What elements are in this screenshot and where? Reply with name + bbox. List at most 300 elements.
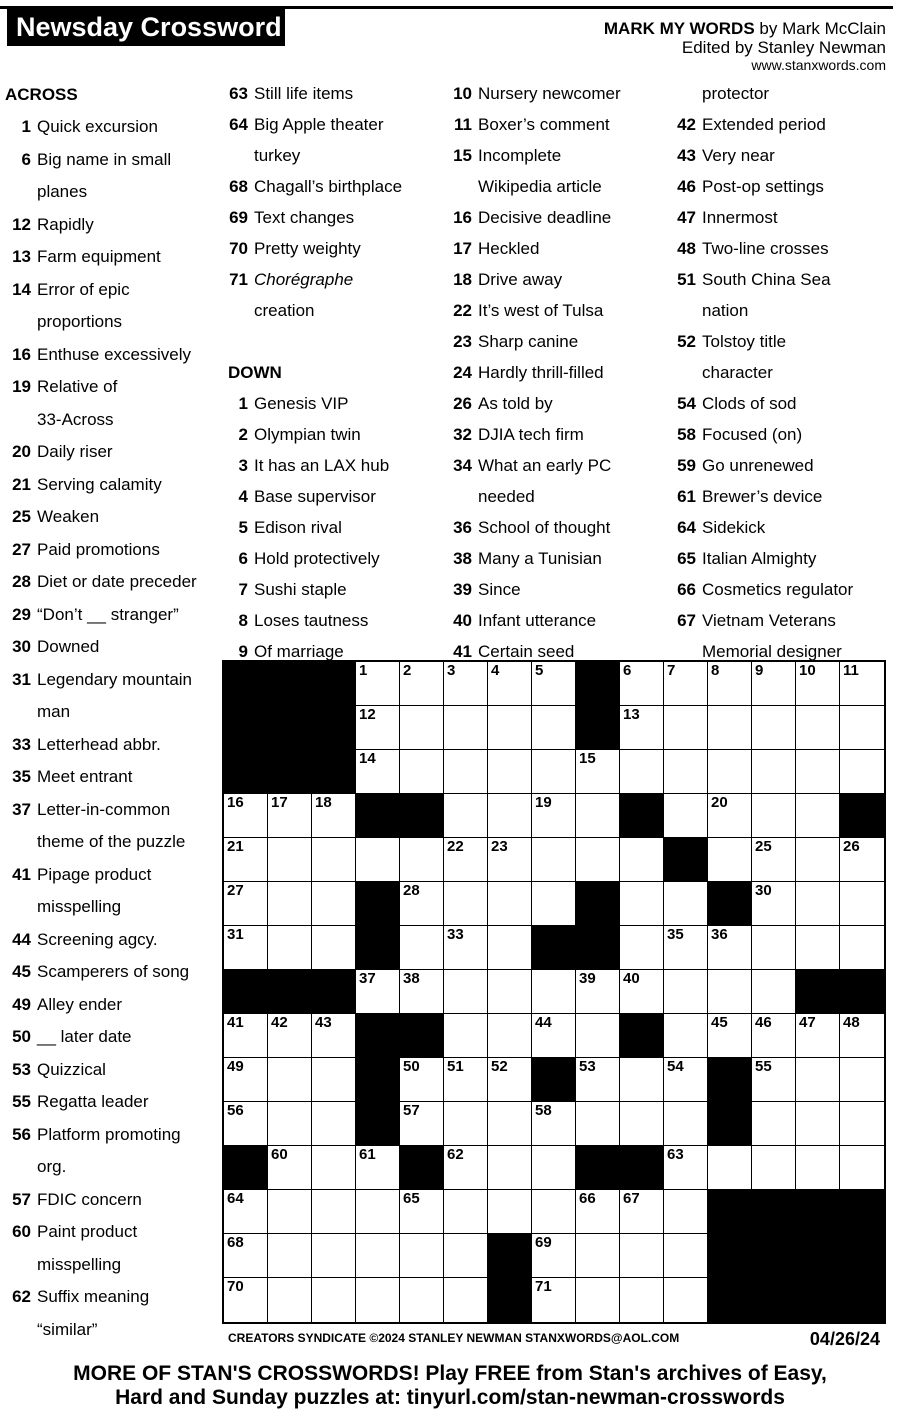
block-cell — [224, 1146, 268, 1190]
grid-cell[interactable] — [796, 1058, 840, 1102]
grid-cell[interactable] — [400, 662, 444, 706]
grid-cell[interactable] — [224, 1014, 268, 1058]
clue-text: Edison rival — [254, 518, 342, 537]
clue-text: “Don’t __ stranger” — [37, 604, 179, 624]
grid-cell[interactable] — [268, 1014, 312, 1058]
grid-cell[interactable] — [488, 882, 532, 926]
grid-cell[interactable] — [312, 838, 356, 882]
cell-number: 45 — [711, 1014, 728, 1031]
clue-item — [676, 481, 891, 512]
cell-number: 19 — [535, 794, 552, 811]
block-cell — [312, 970, 356, 1014]
grid-cell[interactable] — [532, 1014, 576, 1058]
grid-cell[interactable] — [840, 882, 884, 926]
grid-cell[interactable] — [752, 706, 796, 750]
grid-cell[interactable] — [312, 1146, 356, 1190]
grid-cell[interactable] — [576, 794, 620, 838]
grid-cell[interactable] — [444, 882, 488, 926]
block-cell — [224, 706, 268, 750]
clue-column-1 — [5, 78, 220, 1346]
grid-cell[interactable] — [796, 794, 840, 838]
grid-cell[interactable] — [400, 1234, 444, 1278]
clue-item — [228, 450, 443, 481]
clue-text: What an early PC — [478, 456, 612, 475]
clue-text: Nursery newcomer — [478, 84, 621, 103]
grid-cell[interactable] — [752, 1146, 796, 1190]
clue-number: 26 — [453, 394, 472, 413]
clue-text: Sharp canine — [478, 332, 579, 351]
grid-cell[interactable] — [532, 1146, 576, 1190]
crossword-grid[interactable] — [222, 660, 886, 1324]
grid-cell[interactable] — [708, 970, 752, 1014]
grid-cell[interactable] — [752, 970, 796, 1014]
clue-number: 44 — [12, 929, 31, 949]
grid-cell[interactable] — [576, 1278, 620, 1322]
grid-cell[interactable] — [752, 838, 796, 882]
grid-cell[interactable] — [620, 926, 664, 970]
grid-cell[interactable] — [796, 1014, 840, 1058]
grid-cell[interactable] — [356, 750, 400, 794]
grid-cell[interactable] — [400, 706, 444, 750]
grid-cell[interactable] — [224, 1190, 268, 1234]
grid-cell[interactable] — [488, 926, 532, 970]
grid-cell[interactable] — [664, 662, 708, 706]
clue-number: 13 — [12, 247, 31, 266]
clue-number: 62 — [12, 1287, 31, 1306]
grid-cell[interactable] — [312, 1278, 356, 1322]
clue-text: Decisive deadline — [478, 208, 612, 227]
grid-cell[interactable] — [576, 1014, 620, 1058]
clue-item — [5, 1281, 220, 1314]
grid-cell[interactable] — [488, 1102, 532, 1146]
grid-cell[interactable] — [664, 1014, 708, 1058]
grid-cell[interactable] — [268, 1102, 312, 1146]
grid-cell[interactable] — [312, 1014, 356, 1058]
block-cell — [796, 1190, 840, 1234]
grid-cell[interactable] — [488, 838, 532, 882]
cell-number: 33 — [447, 926, 464, 943]
clue-text: Quick excursion — [37, 117, 158, 136]
clue-number: 4 — [238, 487, 248, 506]
clue-item — [228, 388, 443, 419]
promo-line-1: MORE OF STAN'S CROSSWORDS! Play FREE from Stan's archives of Easy, — [73, 1362, 827, 1385]
grid-cell[interactable] — [620, 1234, 664, 1278]
block-cell — [840, 1190, 884, 1234]
grid-cell[interactable] — [796, 1102, 840, 1146]
grid-cell[interactable] — [400, 1058, 444, 1102]
grid-cell[interactable] — [840, 1058, 884, 1102]
cell-number: 35 — [667, 926, 684, 943]
clue-item — [5, 956, 220, 989]
clue-item — [5, 1249, 220, 1282]
clue-number: 21 — [12, 474, 31, 494]
block-cell — [400, 1146, 444, 1190]
block-cell — [796, 1234, 840, 1278]
grid-cell[interactable] — [664, 1146, 708, 1190]
clue-number: 31 — [12, 669, 31, 689]
grid-cell[interactable] — [356, 662, 400, 706]
grid-cell[interactable] — [840, 926, 884, 970]
clue-text: planes — [37, 182, 88, 201]
block-cell — [576, 926, 620, 970]
grid-cell[interactable] — [268, 838, 312, 882]
cell-number: 18 — [315, 794, 332, 811]
clue-number: 16 — [453, 208, 472, 227]
grid-cell[interactable] — [312, 794, 356, 838]
grid-cell[interactable] — [312, 1102, 356, 1146]
grid-cell[interactable] — [488, 794, 532, 838]
grid-cell[interactable] — [444, 1146, 488, 1190]
grid-cell[interactable] — [312, 1234, 356, 1278]
grid-cell[interactable] — [532, 706, 576, 750]
grid-cell[interactable] — [796, 662, 840, 706]
grid-cell[interactable] — [620, 838, 664, 882]
clue-item — [452, 450, 667, 481]
clue-text: Downed — [37, 637, 100, 656]
grid-cell[interactable] — [532, 750, 576, 794]
grid-cell[interactable] — [620, 1278, 664, 1322]
grid-cell[interactable] — [356, 1190, 400, 1234]
grid-cell[interactable] — [224, 838, 268, 882]
grid-cell[interactable] — [796, 750, 840, 794]
grid-cell[interactable] — [356, 970, 400, 1014]
block-cell — [840, 1278, 884, 1322]
grid-cell[interactable] — [620, 1058, 664, 1102]
grid-cell[interactable] — [576, 838, 620, 882]
grid-cell[interactable] — [576, 1234, 620, 1278]
clue-number: 24 — [453, 363, 472, 382]
grid-cell[interactable] — [708, 1014, 752, 1058]
grid-cell[interactable] — [796, 838, 840, 882]
grid-cell[interactable] — [312, 882, 356, 926]
clue-text: nation — [702, 301, 749, 320]
grid-cell[interactable] — [224, 882, 268, 926]
clue-text: Weaken — [37, 507, 100, 526]
grid-cell[interactable] — [488, 970, 532, 1014]
grid-cell[interactable] — [532, 882, 576, 926]
clue-text: Text changes — [254, 208, 355, 227]
grid-cell[interactable] — [312, 926, 356, 970]
grid-cell[interactable] — [400, 1102, 444, 1146]
grid-cell[interactable] — [620, 1102, 664, 1146]
block-cell — [752, 1278, 796, 1322]
grid-cell[interactable] — [708, 706, 752, 750]
cell-number: 28 — [403, 882, 420, 899]
grid-cell[interactable] — [312, 1058, 356, 1102]
clue-text: Focused (on) — [702, 425, 803, 444]
grid-cell[interactable] — [356, 1234, 400, 1278]
clue-item — [676, 419, 891, 450]
block-cell — [620, 794, 664, 838]
grid-cell[interactable] — [532, 1190, 576, 1234]
grid-cell[interactable] — [400, 926, 444, 970]
cell-number: 40 — [623, 970, 640, 987]
grid-cell[interactable] — [796, 882, 840, 926]
grid-cell[interactable] — [268, 882, 312, 926]
grid-cell[interactable] — [620, 706, 664, 750]
grid-cell[interactable] — [400, 1278, 444, 1322]
clue-text: 33-Across — [37, 409, 114, 429]
cell-number: 49 — [227, 1058, 244, 1075]
grid-cell[interactable] — [840, 1146, 884, 1190]
clue-item — [228, 233, 443, 264]
grid-cell[interactable] — [752, 882, 796, 926]
grid-cell[interactable] — [444, 1190, 488, 1234]
grid-cell[interactable] — [708, 926, 752, 970]
clue-item — [676, 388, 891, 419]
cell-number: 21 — [227, 838, 244, 855]
clue-text: Two-line crosses — [702, 239, 829, 258]
block-cell — [620, 1146, 664, 1190]
grid-cell[interactable] — [796, 1146, 840, 1190]
clue-number: 20 — [12, 442, 31, 461]
grid-cell[interactable] — [620, 882, 664, 926]
grid-cell[interactable] — [752, 1102, 796, 1146]
grid-cell[interactable] — [664, 926, 708, 970]
grid-cell[interactable] — [532, 838, 576, 882]
grid-cell[interactable] — [664, 970, 708, 1014]
grid-cell[interactable] — [268, 1146, 312, 1190]
grid-cell[interactable] — [268, 926, 312, 970]
grid-cell[interactable] — [400, 838, 444, 882]
grid-cell[interactable] — [444, 926, 488, 970]
clue-item — [452, 171, 667, 202]
block-cell — [356, 926, 400, 970]
grid-cell[interactable] — [356, 706, 400, 750]
clue-item — [5, 339, 220, 372]
grid-cell[interactable] — [400, 750, 444, 794]
grid-cell[interactable] — [224, 1234, 268, 1278]
grid-cell[interactable] — [444, 1014, 488, 1058]
clue-item — [676, 605, 891, 636]
grid-cell[interactable] — [268, 1278, 312, 1322]
grid-cell[interactable] — [840, 662, 884, 706]
clue-number: 61 — [677, 487, 696, 506]
block-cell — [708, 882, 752, 926]
clue-number — [5, 306, 31, 339]
grid-cell[interactable] — [400, 1190, 444, 1234]
clue-number: 34 — [453, 456, 472, 475]
clue-number: 68 — [229, 177, 248, 196]
clue-text: Tolstoy title — [702, 332, 787, 351]
clue-text: Hardly thrill-filled — [478, 363, 604, 382]
grid-cell[interactable] — [752, 1014, 796, 1058]
grid-cell[interactable] — [444, 1234, 488, 1278]
cell-number: 9 — [755, 662, 764, 679]
cell-number: 46 — [755, 1014, 772, 1031]
grid-cell[interactable] — [576, 1190, 620, 1234]
grid-cell[interactable] — [444, 1278, 488, 1322]
clue-number: 6 — [21, 149, 31, 169]
cell-number: 56 — [227, 1102, 244, 1119]
grid-cell[interactable] — [488, 1014, 532, 1058]
grid-cell[interactable] — [532, 970, 576, 1014]
grid-cell[interactable] — [356, 1146, 400, 1190]
clue-text: Platform promoting — [37, 1124, 181, 1144]
clue-text: DJIA tech firm — [478, 425, 584, 444]
grid-cell[interactable] — [576, 1058, 620, 1102]
grid-cell[interactable] — [444, 1102, 488, 1146]
grid-cell[interactable] — [708, 1146, 752, 1190]
clue-text: Scamperers of song — [37, 962, 190, 981]
clue-number: 5 — [238, 518, 248, 537]
grid-cell[interactable] — [664, 882, 708, 926]
grid-cell[interactable] — [576, 1102, 620, 1146]
clue-number: 64 — [677, 518, 696, 537]
grid-cell[interactable] — [840, 706, 884, 750]
clue-text: Loses tautness — [254, 611, 369, 630]
grid-cell[interactable] — [840, 1014, 884, 1058]
clue-item — [5, 534, 220, 567]
grid-cell[interactable] — [400, 970, 444, 1014]
grid-cell[interactable] — [664, 794, 708, 838]
clue-text: needed — [478, 487, 535, 506]
across-heading: ACROSS — [5, 85, 78, 104]
grid-cell[interactable] — [840, 750, 884, 794]
grid-cell[interactable] — [444, 794, 488, 838]
clue-number: 35 — [12, 767, 31, 786]
cell-number: 16 — [227, 794, 244, 811]
cell-number: 7 — [667, 662, 676, 679]
grid-cell[interactable] — [532, 1102, 576, 1146]
clue-number: 51 — [677, 270, 696, 289]
grid-cell[interactable] — [224, 1278, 268, 1322]
clue-item — [5, 144, 220, 177]
grid-cell[interactable] — [752, 1058, 796, 1102]
clue-text: __ later date — [37, 1027, 132, 1046]
grid-cell[interactable] — [664, 1190, 708, 1234]
cell-number: 71 — [535, 1278, 552, 1295]
clue-text: Letterhead abbr. — [37, 734, 161, 754]
grid-cell[interactable] — [620, 1190, 664, 1234]
grid-cell[interactable] — [444, 750, 488, 794]
block-cell — [356, 882, 400, 926]
grid-cell[interactable] — [620, 750, 664, 794]
clue-item — [228, 109, 443, 140]
clue-item — [676, 450, 891, 481]
grid-cell[interactable] — [444, 970, 488, 1014]
grid-cell[interactable] — [532, 662, 576, 706]
grid-cell[interactable] — [444, 662, 488, 706]
grid-cell[interactable] — [532, 1234, 576, 1278]
clue-text: Infant utterance — [478, 611, 597, 630]
grid-cell[interactable] — [576, 750, 620, 794]
grid-cell[interactable] — [708, 750, 752, 794]
grid-cell[interactable] — [532, 1278, 576, 1322]
grid-cell[interactable] — [664, 1234, 708, 1278]
grid-cell[interactable] — [488, 662, 532, 706]
grid-cell[interactable] — [664, 1278, 708, 1322]
grid-cell[interactable] — [708, 662, 752, 706]
grid-cell[interactable] — [752, 794, 796, 838]
grid-cell[interactable] — [620, 662, 664, 706]
grid-cell[interactable] — [268, 1058, 312, 1102]
grid-cell[interactable] — [752, 662, 796, 706]
grid-cell[interactable] — [224, 1102, 268, 1146]
grid-cell[interactable] — [488, 1190, 532, 1234]
clue-item — [5, 566, 220, 599]
grid-cell[interactable] — [444, 706, 488, 750]
grid-cell[interactable] — [444, 838, 488, 882]
grid-cell[interactable] — [708, 838, 752, 882]
clue-number: 10 — [453, 84, 472, 103]
grid-cell[interactable] — [488, 1058, 532, 1102]
cell-number: 50 — [403, 1058, 420, 1075]
block-cell — [268, 750, 312, 794]
grid-cell[interactable] — [532, 794, 576, 838]
grid-cell[interactable] — [356, 838, 400, 882]
grid-cell[interactable] — [796, 926, 840, 970]
clue-item — [452, 202, 667, 233]
clue-number: 71 — [229, 270, 248, 289]
clue-item — [676, 233, 891, 264]
block-cell — [796, 970, 840, 1014]
grid-cell[interactable] — [752, 750, 796, 794]
grid-cell[interactable] — [708, 794, 752, 838]
grid-cell[interactable] — [268, 1234, 312, 1278]
clue-item — [228, 512, 443, 543]
grid-cell[interactable] — [488, 706, 532, 750]
clue-item — [452, 543, 667, 574]
clue-text: Of marriage — [254, 642, 344, 661]
grid-cell[interactable] — [224, 794, 268, 838]
clue-item — [5, 599, 220, 632]
grid-cell[interactable] — [444, 1058, 488, 1102]
block-cell — [488, 1278, 532, 1322]
grid-cell[interactable] — [268, 1190, 312, 1234]
grid-cell[interactable] — [664, 750, 708, 794]
clue-number: 65 — [677, 549, 696, 568]
grid-cell[interactable] — [664, 706, 708, 750]
grid-cell[interactable] — [312, 1190, 356, 1234]
clue-item — [228, 202, 443, 233]
grid-cell[interactable] — [620, 970, 664, 1014]
grid-cell[interactable] — [488, 1146, 532, 1190]
clue-item — [452, 388, 667, 419]
down-heading: DOWN — [228, 363, 282, 382]
clue-text: Paid promotions — [37, 539, 160, 559]
clue-number — [676, 357, 696, 388]
grid-cell[interactable] — [752, 926, 796, 970]
clue-item — [676, 140, 891, 171]
block-cell — [532, 926, 576, 970]
grid-cell[interactable] — [268, 794, 312, 838]
grid-cell[interactable] — [224, 926, 268, 970]
grid-cell[interactable] — [400, 882, 444, 926]
grid-cell[interactable] — [664, 1058, 708, 1102]
clue-text: Screening agcy. — [37, 929, 158, 949]
clue-number: 59 — [677, 456, 696, 475]
grid-cell[interactable] — [356, 1278, 400, 1322]
grid-cell[interactable] — [840, 1102, 884, 1146]
block-cell — [576, 1146, 620, 1190]
clue-item — [5, 631, 220, 664]
clue-text: Incomplete — [478, 146, 562, 165]
grid-cell[interactable] — [664, 1102, 708, 1146]
grid-cell[interactable] — [840, 838, 884, 882]
grid-cell[interactable] — [224, 1058, 268, 1102]
clue-number: 17 — [453, 239, 472, 258]
clue-item — [676, 202, 891, 233]
cell-number: 10 — [799, 662, 816, 679]
clue-text: Vietnam Veterans — [702, 611, 836, 630]
grid-cell[interactable] — [576, 970, 620, 1014]
clue-text: It’s west of Tulsa — [478, 301, 604, 320]
clue-text: proportions — [37, 312, 123, 331]
grid-cell[interactable] — [488, 750, 532, 794]
grid-cell[interactable] — [796, 706, 840, 750]
cell-number: 67 — [623, 1190, 640, 1207]
